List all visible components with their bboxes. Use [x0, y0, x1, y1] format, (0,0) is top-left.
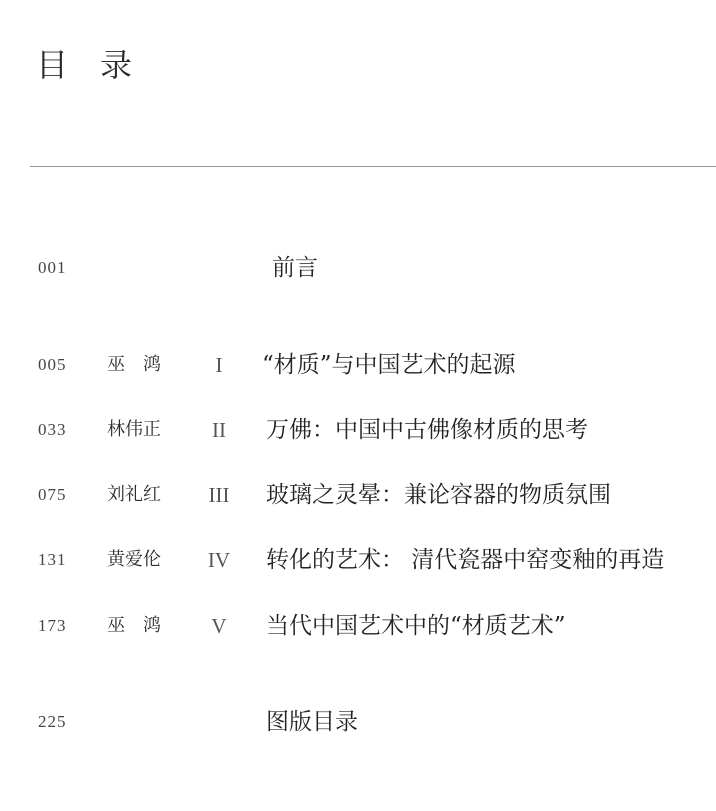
toc-part-numeral: III [208, 483, 230, 507]
toc-part-numeral: IV [207, 548, 231, 572]
toc-entry [0, 611, 716, 641]
page-title: 目 录 [36, 46, 133, 84]
title-divider [30, 166, 716, 167]
toc-page-number: 033 [38, 420, 67, 439]
toc-author: 巫 鸿 [107, 615, 161, 636]
toc-entry [0, 480, 716, 510]
toc-page-number: 005 [38, 355, 67, 374]
toc-entry-title: 万佛：中国中古佛像材质的思考 [266, 417, 588, 443]
toc-entry-title: “材质”与中国艺术的起源 [262, 352, 516, 378]
toc-author: 黄爱伦 [107, 549, 161, 570]
toc-entry [0, 707, 716, 737]
toc-part-numeral: V [211, 614, 227, 638]
toc-author: 刘礼红 [107, 484, 161, 505]
toc-page-number: 001 [38, 258, 67, 277]
toc-entry [0, 253, 716, 283]
toc-page-number: 173 [38, 616, 67, 635]
toc-part-numeral: I [215, 353, 223, 377]
toc-entry-title: 当代中国艺术中的“材质艺术” [266, 613, 566, 639]
toc-page-number: 131 [38, 550, 67, 569]
toc-entry-title: 玻璃之灵晕：兼论容器的物质氛围 [266, 482, 611, 508]
toc-author: 巫 鸿 [107, 354, 161, 375]
toc-entry [0, 415, 716, 445]
toc-part-numeral: II [212, 418, 226, 442]
toc-author: 林伟正 [107, 419, 161, 440]
toc-page-number: 075 [38, 485, 67, 504]
toc-entry-title: 前言 [272, 255, 318, 281]
toc-entry-title: 转化的艺术： 清代瓷器中窑变釉的再造 [266, 547, 665, 573]
toc-entry [0, 350, 716, 380]
toc-entry-title: 图版目录 [266, 709, 358, 735]
toc-page-number: 225 [38, 712, 67, 731]
toc-entry [0, 545, 716, 575]
